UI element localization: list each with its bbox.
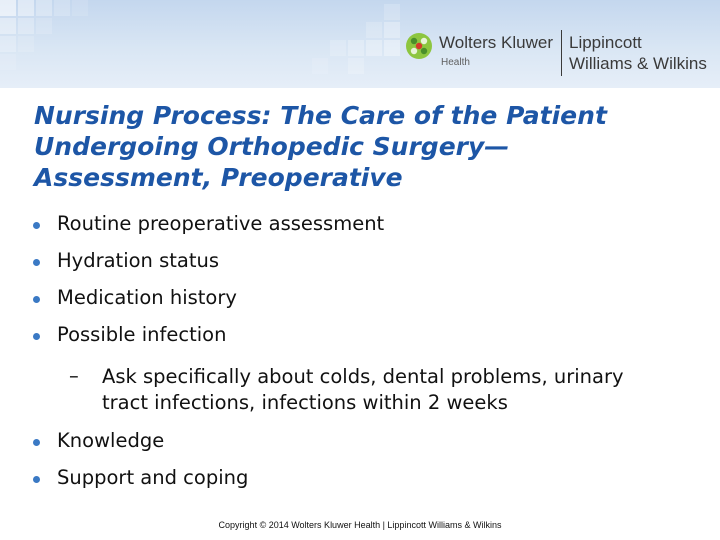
slide-title-line: Undergoing Orthopedic Surgery—: [34, 132, 510, 161]
bullet-dot-icon: [33, 222, 40, 229]
bullet-text: Hydration status: [57, 249, 220, 272]
bullet-text: Support and coping: [57, 466, 249, 489]
sub-bullet-line: Ask specifically about colds, dental problems, urinary: [102, 365, 624, 388]
wolters-kluwer-globe-icon: [405, 32, 433, 60]
bullet-dot-icon: [33, 296, 40, 303]
imprint-name-line2: Williams & Wilkins: [569, 54, 707, 73]
sub-bullet-text: [102, 364, 624, 416]
logo-divider: [561, 30, 562, 76]
publisher-division: Health: [441, 57, 470, 68]
bullet-text: Medication history: [57, 286, 237, 309]
slide-title-line: Assessment, Preoperative: [34, 163, 403, 192]
sub-bullet-dash: –: [69, 364, 79, 387]
header-banner: [0, 0, 720, 88]
bullet-text: Routine preoperative assessment: [57, 212, 385, 235]
sub-bullet-line: tract infections, infections within 2 weeks: [102, 391, 508, 414]
publisher-name: Wolters Kluwer: [439, 33, 553, 52]
slide-title-line: Nursing Process: The Care of the Patient: [34, 101, 607, 130]
bullet-dot-icon: [33, 439, 40, 446]
copyright-footer: Copyright © 2014 Wolters Kluwer Health | Lippincott Williams & Wilkins: [218, 520, 502, 530]
bullet-text: Possible infection: [57, 323, 227, 346]
bullet-dot-icon: [33, 333, 40, 340]
bullet-dot-icon: [33, 476, 40, 483]
imprint-name-line1: Lippincott: [569, 33, 642, 52]
publisher-logo: [405, 28, 717, 80]
bullet-dot-icon: [33, 259, 40, 266]
bullet-text: Knowledge: [57, 429, 165, 452]
slide-title: [34, 100, 694, 193]
